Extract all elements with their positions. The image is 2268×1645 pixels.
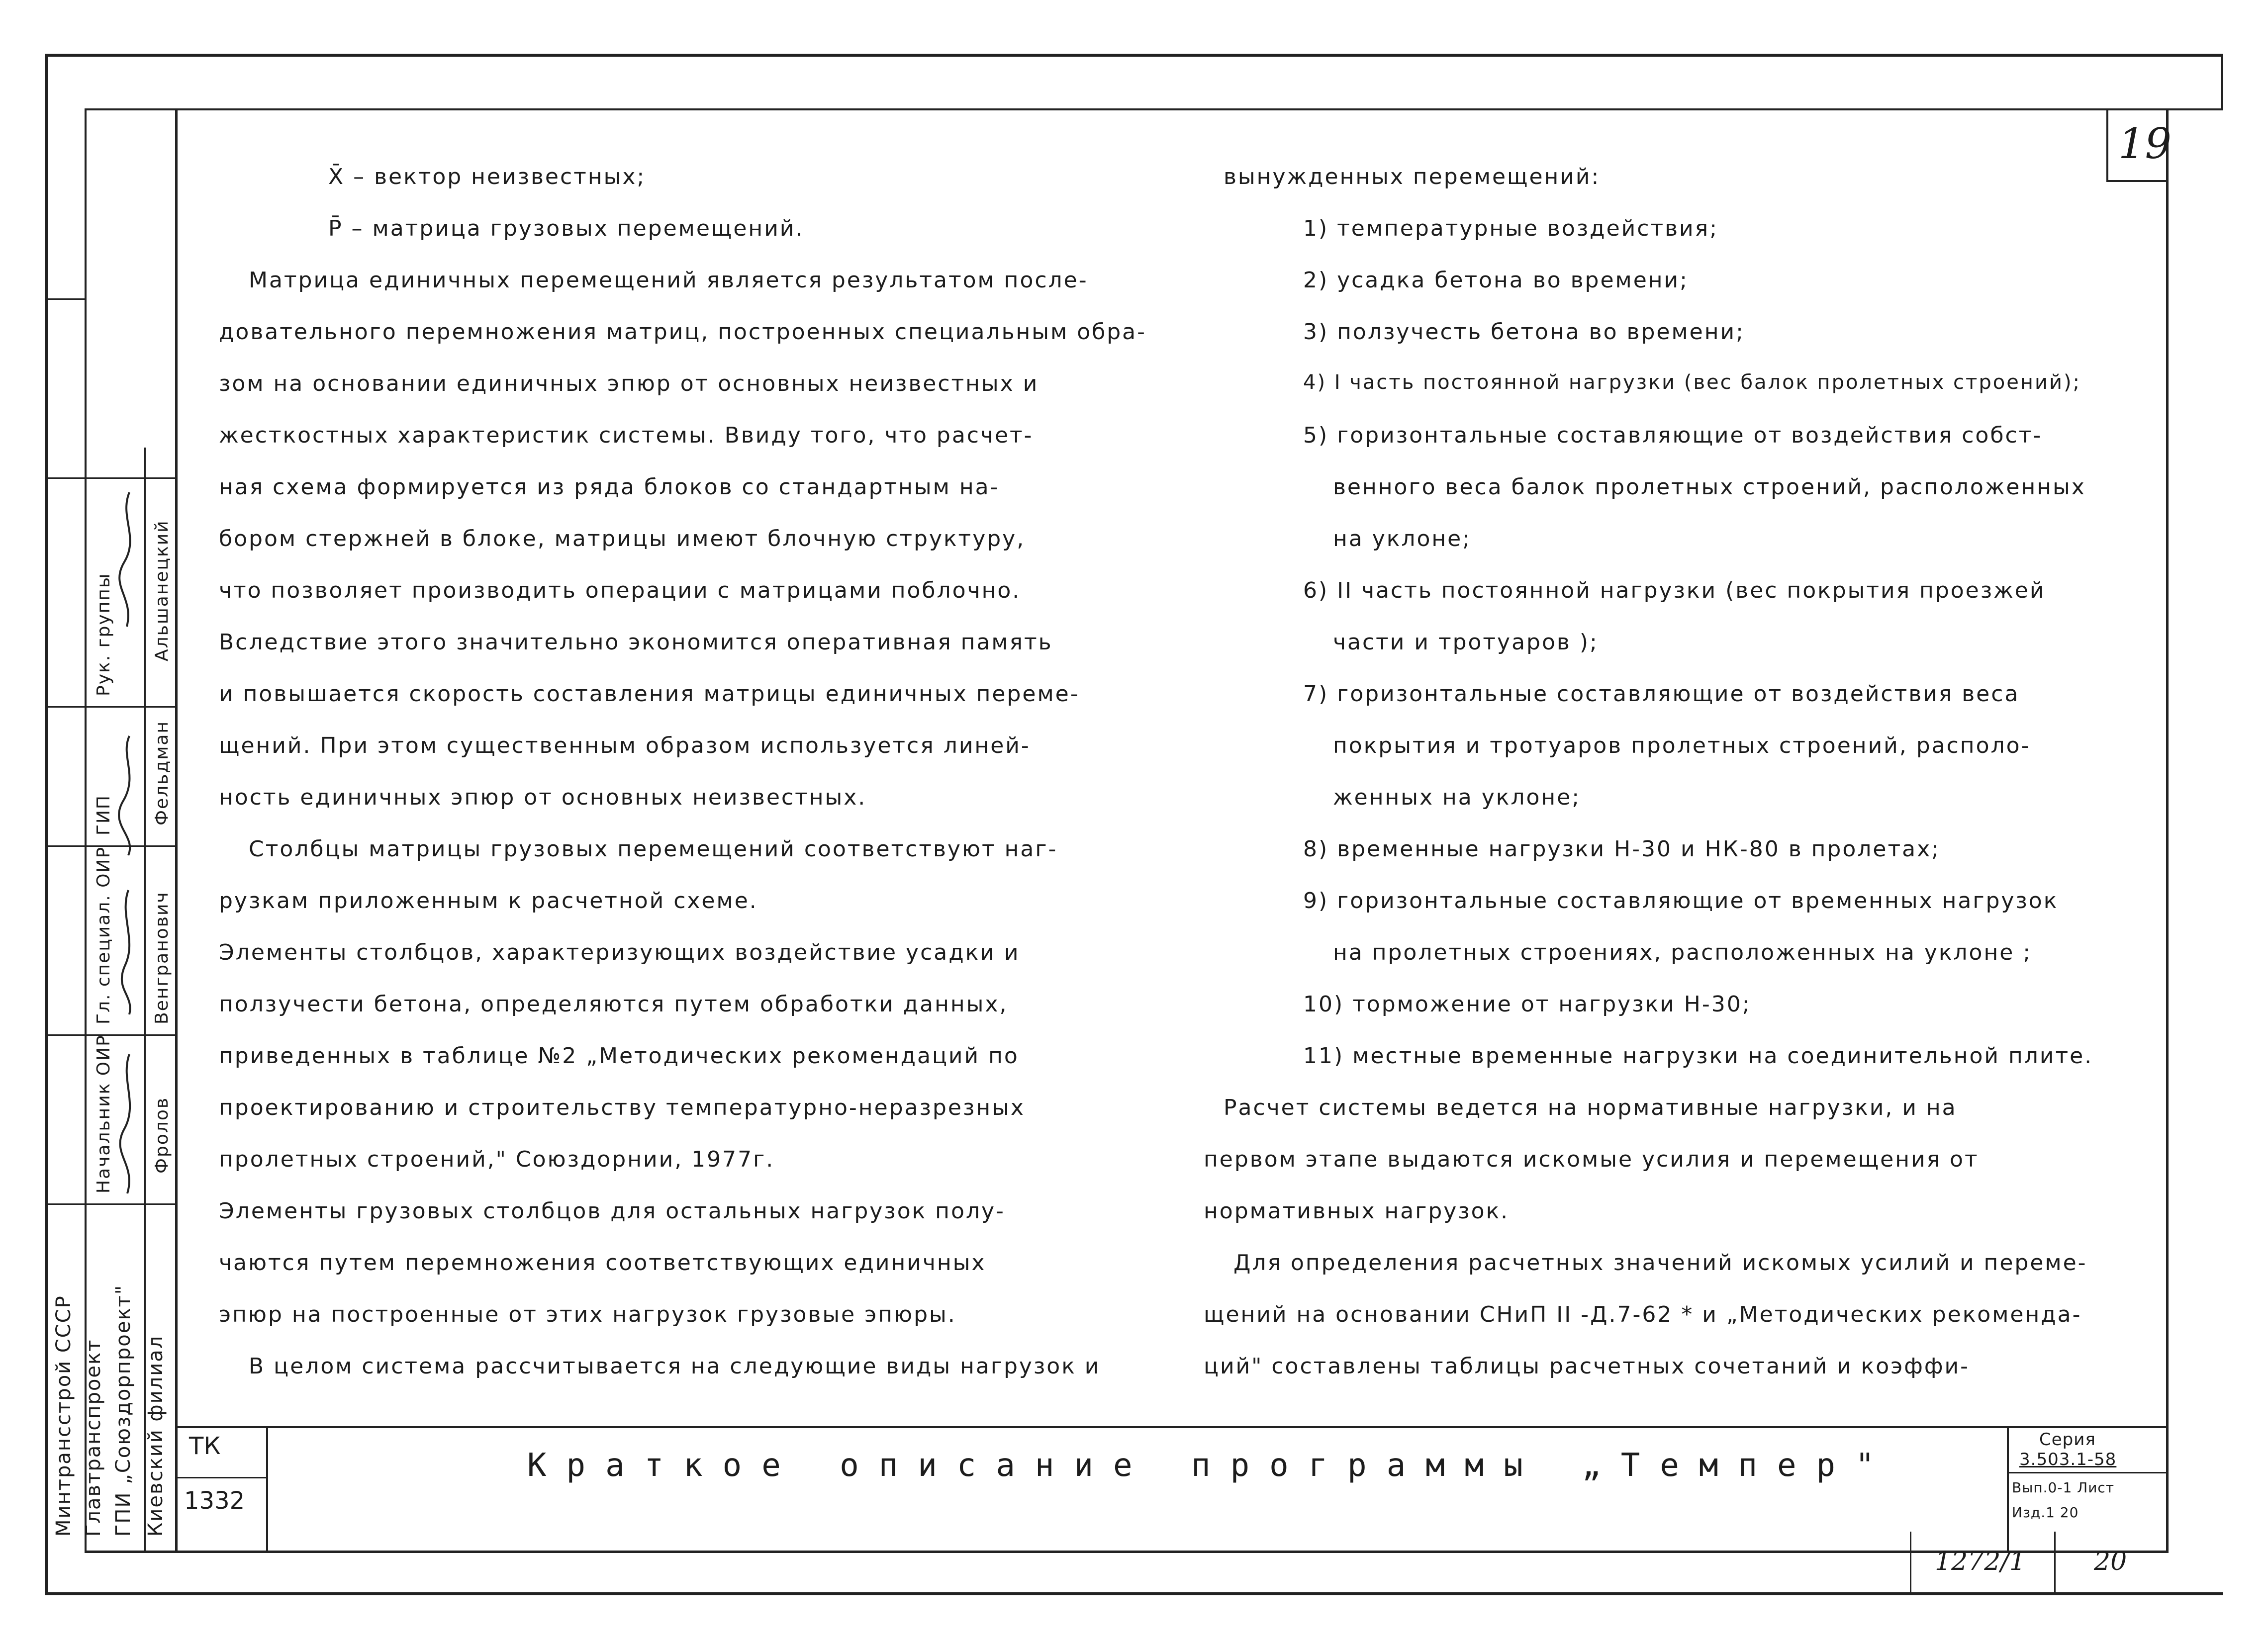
series-box-left — [2007, 1426, 2009, 1551]
signature-4 — [120, 1054, 130, 1193]
footer-divider-1 — [1910, 1532, 1911, 1592]
left-line-7: ная схема формируется из ряда блоков со стандартным на- — [219, 474, 1000, 500]
stamp-role-1: Рук. группы — [94, 572, 114, 696]
frame-top — [45, 54, 2223, 57]
right-line-24: ций" составлены таблицы расчетных сочетаний и коэффи- — [1204, 1354, 1970, 1379]
left-line-8: бором стержней в блоке, матрицы имеют блочную структуру, — [219, 526, 1026, 551]
stamp-row-1 — [48, 298, 85, 300]
signature-1 — [119, 492, 130, 627]
inner-frame-top — [85, 108, 2223, 110]
right-line-7: венного веса балок пролетных строений, расположенных — [1333, 474, 2086, 500]
right-line-9: 6) II часть постоянной нагрузки (вес покрытия проезжей — [1303, 578, 2046, 603]
right-line-15: 9) горизонтальные составляющие от временных нагрузок — [1303, 888, 2059, 914]
inner-frame-bottom — [85, 1551, 2169, 1553]
stamp-org-2: Главтранспроект — [82, 1339, 105, 1537]
right-line-3: 2) усадка бетона во времени; — [1303, 268, 1689, 293]
right-line-5: 4) I часть постоянной нагрузки (вес балок пролетных строений); — [1303, 371, 2081, 394]
left-line-21: Элементы грузовых столбцов для остальных нагрузок полу- — [219, 1198, 1005, 1224]
left-text-column — [219, 164, 1189, 1407]
stamp-name-2: Фельдман — [152, 720, 172, 825]
left-line-13: ность единичных эпюр от основных неизвестных. — [219, 785, 867, 810]
frame-left — [45, 54, 48, 1595]
left-line-23: эпюр на построенные от этих нагрузок грузовые эпюры. — [219, 1302, 956, 1327]
stamp-row-3 — [48, 706, 175, 708]
left-line-16: Элементы столбцов, характеризующих воздействие усадки и — [219, 940, 1020, 965]
series-label: Серия — [2039, 1430, 2096, 1450]
left-line-11: и повышается скорость составления матрицы единичных переме- — [219, 681, 1080, 707]
right-line-14: 8) временные нагрузки Н-30 и НК-80 в пролетах; — [1303, 836, 1940, 862]
left-line-4: довательного перемножения матриц, построенных специальным обра- — [219, 319, 1147, 345]
page-number: 19 — [2118, 119, 2172, 168]
inner-frame-right — [2166, 108, 2169, 1553]
left-line-10: Вследствие этого значительно экономится оперативная память — [219, 630, 1053, 655]
right-line-16: на пролетных строениях, расположенных на уклоне ; — [1333, 940, 2032, 965]
footer-sheet: 20 — [2094, 1547, 2127, 1576]
title-code-bottom: 1332 — [184, 1487, 245, 1515]
right-line-8: на уклоне; — [1333, 526, 1472, 551]
left-line-14: Столбцы матрицы грузовых перемещений соответствуют наг- — [249, 836, 1058, 862]
right-line-18: 11) местные временные нагрузки на соединительной плите. — [1303, 1043, 2093, 1069]
stamp-name-1: Альшанецкий — [152, 520, 172, 661]
stamp-row-2 — [48, 477, 175, 479]
stamp-role-4: Начальник ОИР — [94, 1034, 114, 1193]
stamp-role-2: ГИП — [94, 795, 114, 835]
left-line-22: чаются путем перемножения соответствующих единичных — [219, 1250, 986, 1276]
signature-3 — [122, 890, 130, 1014]
stamp-col-line-1 — [85, 108, 87, 1553]
left-line-18: приведенных в таблице №2 „Методических рекомендаций по — [219, 1043, 1019, 1069]
title-code-top: ТК — [189, 1432, 221, 1460]
issue-label: Вып.0-1 Лист — [2012, 1479, 2115, 1496]
series-box-mid — [2007, 1472, 2169, 1473]
right-line-1: вынужденных перемещений: — [1224, 164, 1601, 189]
stamp-org-4: Киевский филиал — [144, 1335, 167, 1537]
right-line-17: 10) торможение от нагрузки Н-30; — [1303, 992, 1751, 1017]
title-block-code-split — [178, 1477, 267, 1478]
stamp-name-4: Фролов — [152, 1097, 172, 1174]
stamp-signatures — [114, 477, 144, 1223]
stamp-org-3: ГПИ „Союздорпроект" — [112, 1284, 135, 1537]
left-line-19: проектированию и строительству температурно-неразрезных — [219, 1095, 1025, 1120]
stamp-row-6 — [48, 1203, 175, 1205]
drawing-title: Краткое описание программы „Темпер" — [527, 1447, 1894, 1484]
left-line-20: пролетных строений," Союздорнии, 1977г. — [219, 1147, 775, 1172]
left-line-15: рузкам приложенным к расчетной схеме. — [219, 888, 758, 914]
right-line-21: нормативных нагрузок. — [1204, 1198, 1510, 1224]
right-line-19: Расчет системы ведется на нормативные нагрузки, и на — [1224, 1095, 1957, 1120]
signature-2 — [119, 736, 130, 855]
right-line-11: 7) горизонтальные составляющие от воздействия веса — [1303, 681, 2020, 707]
right-line-20: первом этапе выдаются искомые усилия и перемещения от — [1204, 1147, 1979, 1172]
right-line-23: щений на основании СНиП II -Д.7-62 * и „Методических рекоменда- — [1204, 1302, 2082, 1327]
left-line-2: P̄ – матрица грузовых перемещений. — [328, 216, 804, 241]
right-line-22: Для определения расчетных значений искомых усилий и переме- — [1233, 1250, 2087, 1276]
footer-doc-number: 1272/1 — [1935, 1547, 2026, 1576]
left-line-12: щений. При этом существенным образом используется линей- — [219, 733, 1031, 758]
right-text-column — [1204, 164, 2149, 1407]
right-line-13: женных на уклоне; — [1333, 785, 1581, 810]
frame-right-top — [2221, 54, 2223, 108]
stamp-name-3: Венгранович — [152, 891, 172, 1024]
right-line-6: 5) горизонтальные составляющие от воздействия собст- — [1303, 423, 2043, 448]
right-line-12: покрытия и тротуаров пролетных строений, располо- — [1333, 733, 2031, 758]
left-line-5: зом на основании единичных эпюр от основных неизвестных и — [219, 371, 1039, 396]
left-line-3: Матрица единичных перемещений является результатом после- — [249, 268, 1088, 293]
left-line-24: В целом система рассчитывается на следующие виды нагрузок и — [249, 1354, 1101, 1379]
left-line-9: что позволяет производить операции с матрицами поблочно. — [219, 578, 1021, 603]
frame-bottom — [45, 1592, 2223, 1595]
stamp-org-1: Минтрансстрой СССР — [52, 1295, 75, 1537]
right-line-4: 3) ползучесть бетона во времени; — [1303, 319, 1745, 345]
left-line-17: ползучести бетона, определяются путем обработки данных, — [219, 992, 1008, 1017]
right-line-2: 1) температурные воздействия; — [1303, 216, 1718, 241]
left-line-6: жесткостных характеристик системы. Ввиду того, что расчет- — [219, 423, 1034, 448]
title-block-divider — [266, 1426, 268, 1551]
right-line-10: части и тротуаров ); — [1333, 630, 1599, 655]
series-value: 3.503.1-58 — [2019, 1450, 2117, 1469]
footer-divider-2 — [2054, 1532, 2056, 1592]
issue-value: Изд.1 20 — [2012, 1504, 2079, 1521]
stamp-role-3: Гл. специал. ОИР — [94, 846, 114, 1024]
left-line-1: X̄ – вектор неизвестных; — [328, 164, 646, 189]
inner-frame-left — [175, 108, 178, 1553]
title-block-top — [175, 1426, 2169, 1428]
